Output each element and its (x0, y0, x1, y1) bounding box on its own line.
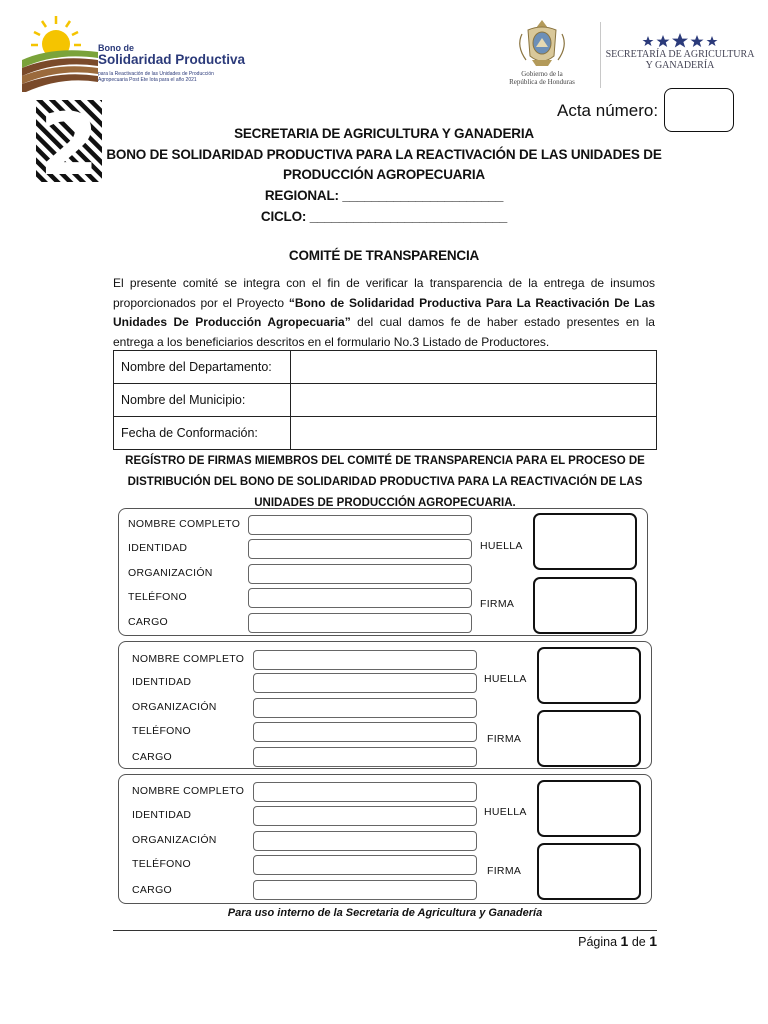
huella-box[interactable] (537, 647, 641, 704)
organizacion-label: ORGANIZACIÓN (132, 701, 217, 713)
cargo-input[interactable] (253, 747, 477, 767)
fecha-field[interactable] (291, 417, 657, 450)
huella-label: HUELLA (480, 540, 523, 552)
cargo-label: CARGO (128, 616, 169, 628)
sun-fields-icon (22, 12, 98, 92)
acta-label: Acta número: (557, 101, 659, 120)
heading-line3: PRODUCCIÓN AGROPECUARIA (283, 167, 485, 182)
bono-logo-line2: Solidaridad Productiva (98, 52, 246, 67)
register-title-line3: UNIDADES DE PRODUCCIÓN AGROPECUARIA. (254, 497, 516, 509)
bono-logo-line1: Bono de (98, 43, 134, 53)
huella-label: HUELLA (484, 806, 527, 818)
cargo-label: CARGO (132, 884, 173, 896)
organizacion-label: ORGANIZACIÓN (128, 567, 213, 579)
departamento-label: Nombre del Departamento: (114, 351, 291, 384)
telefono-label: TELÉFONO (128, 591, 187, 603)
organizacion-input[interactable] (248, 564, 472, 584)
register-title (113, 451, 657, 514)
nombre-label: NOMBRE COMPLETO (128, 518, 241, 530)
gobierno-line2: República de Honduras (509, 78, 575, 86)
page-of: de (631, 935, 646, 949)
document-number-mark (36, 100, 102, 182)
intro-paragraph (113, 274, 655, 352)
identidad-label: IDENTIDAD (132, 809, 192, 821)
member-card-3 (118, 774, 652, 904)
cargo-label: CARGO (132, 751, 173, 763)
register-title-line1: REGÍSTRO DE FIRMAS MIEMBROS DEL COMITÉ DE TRANSPARENCIA PARA EL PROCESO DE (125, 455, 645, 467)
identidad-label: IDENTIDAD (132, 676, 192, 688)
table-row (114, 417, 657, 450)
page-word: Página (578, 935, 618, 949)
table-row (114, 351, 657, 384)
identidad-input[interactable] (253, 673, 477, 693)
telefono-input[interactable] (253, 855, 477, 875)
member-card-1 (118, 508, 648, 636)
huella-label: HUELLA (484, 673, 527, 685)
intro-part1: El presente comité se integra con el fin de verificar la transparencia de la entrega de insumos proporcionados por el Proyecto (113, 276, 655, 310)
nombre-input[interactable] (253, 650, 477, 670)
cargo-input[interactable] (248, 613, 472, 633)
municipio-field[interactable] (291, 384, 657, 417)
footer-divider (113, 930, 657, 931)
ciclo-line: CICLO: ___________________________ (260, 209, 508, 224)
sag-logo (605, 32, 755, 82)
telefono-label: TELÉFONO (132, 725, 191, 737)
bono-logo-tagline: para la Reactivación de las Unidades de Producción Agropecuaria Post Ete Iota para el año 2021 (98, 71, 214, 83)
location-info-table (113, 350, 657, 450)
gobierno-honduras-logo (492, 16, 592, 92)
heading-line1: SECRETARIA DE AGRICULTURA Y GANADERIA (234, 126, 534, 141)
organizacion-label: ORGANIZACIÓN (132, 834, 217, 846)
fecha-label: Fecha de Conformación: (114, 417, 291, 450)
firma-box[interactable] (533, 577, 637, 634)
page-number (557, 933, 657, 949)
identidad-input[interactable] (253, 806, 477, 826)
identidad-label: IDENTIDAD (128, 542, 188, 554)
committee-title: COMITÉ DE TRANSPARENCIA (288, 248, 480, 263)
regional-line: REGIONAL: ______________________ (264, 188, 504, 203)
coat-of-arms-icon (492, 16, 592, 70)
nombre-label: NOMBRE COMPLETO (132, 653, 245, 665)
table-row (114, 384, 657, 417)
departamento-field[interactable] (291, 351, 657, 384)
huella-box[interactable] (537, 780, 641, 837)
organizacion-input[interactable] (253, 698, 477, 718)
firma-label: FIRMA (487, 733, 522, 745)
stars-icon (605, 32, 755, 48)
sag-line2: Y GANADERÍA (645, 60, 715, 71)
intro-project-name: “Bono de Solidaridad Productiva Para La Reactivación De Las Unidades De Producción Agropecuaria” (113, 295, 655, 329)
acta-number-field[interactable] (664, 88, 734, 132)
telefono-input[interactable] (248, 588, 472, 608)
internal-use-note: Para uso interno de la Secretaria de Agricultura y Ganadería (227, 907, 543, 919)
huella-box[interactable] (533, 513, 637, 570)
heading-line2: BONO DE SOLIDARIDAD PRODUCTIVA PARA LA REACTIVACIÓN DE LAS UNIDADES DE (106, 147, 662, 162)
page-total: 1 (649, 933, 657, 949)
nombre-input[interactable] (253, 782, 477, 802)
telefono-input[interactable] (253, 722, 477, 742)
cargo-input[interactable] (253, 880, 477, 900)
municipio-label: Nombre del Municipio: (114, 384, 291, 417)
page-current: 1 (620, 933, 629, 949)
firma-box[interactable] (537, 843, 641, 900)
gobierno-line1: Gobierno de la (521, 70, 563, 78)
firma-label: FIRMA (480, 598, 515, 610)
nombre-input[interactable] (248, 515, 472, 535)
sag-line1: SECRETARÍA DE AGRICULTURA (605, 49, 755, 60)
intro-part2: del cual damos fe de haber estado presentes en la entrega a los beneficiarios descritos en el formulario No.3 Listado de Productores. (113, 315, 655, 349)
firma-label: FIRMA (487, 865, 522, 877)
member-card-2 (118, 641, 652, 769)
firma-box[interactable] (537, 710, 641, 767)
organizacion-input[interactable] (253, 831, 477, 851)
bono-solidaridad-logo (22, 12, 246, 92)
register-title-line2: DISTRIBUCIÓN DEL BONO DE SOLIDARIDAD PRODUCTIVA PARA LA REACTIVACIÓN DE LAS (127, 476, 643, 488)
telefono-label: TELÉFONO (132, 858, 191, 870)
logo-divider (600, 22, 601, 88)
nombre-label: NOMBRE COMPLETO (132, 785, 245, 797)
identidad-input[interactable] (248, 539, 472, 559)
